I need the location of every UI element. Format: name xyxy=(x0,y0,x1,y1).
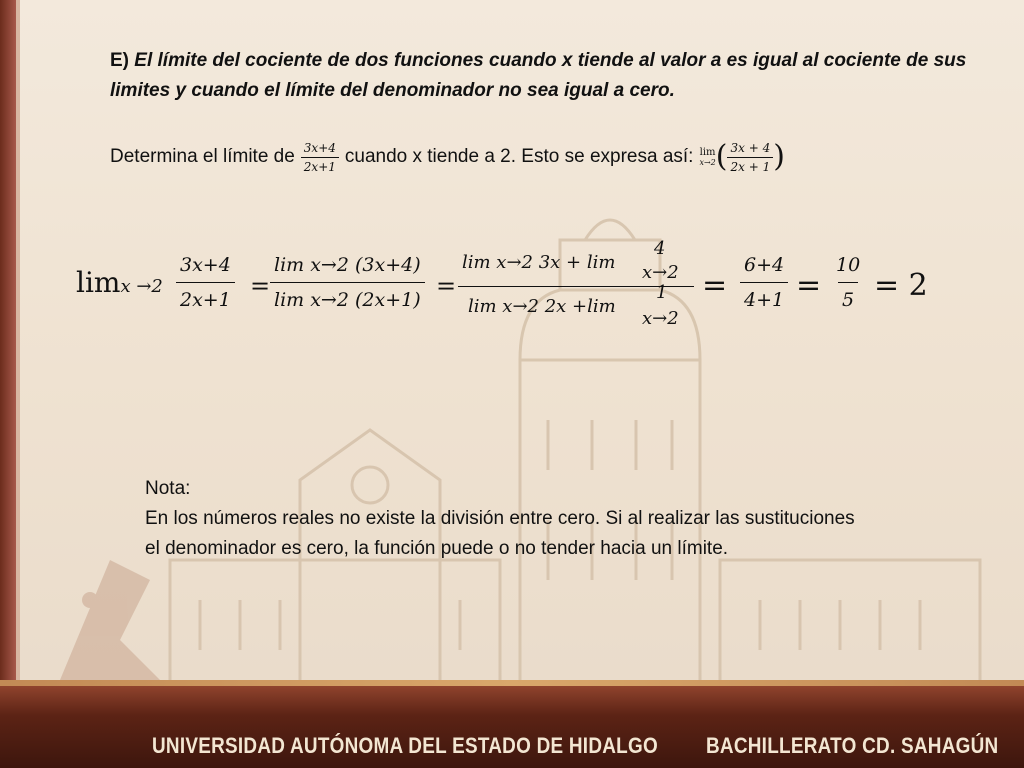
inline-fraction-numerator: 3𝑥+4 xyxy=(303,140,336,155)
fraction-term-limits xyxy=(458,238,698,334)
rule-text: El límite del cociente de dos funciones cuando x tiende al valor a es igual al cociente de sus limites y cuando el límite del denominador no sea igual a cero. xyxy=(110,50,967,101)
fraction-original xyxy=(176,254,235,311)
fraction-limits-split-denominator: lim 𝑥→2 (2𝑥+1) xyxy=(270,282,425,311)
note-body: En los números reales no existe la división entre cero. Si al realizar las sustituciones el denominador es cero, la función puede o no tender hacia un límite. xyxy=(145,508,855,559)
small-lim-word: lim xyxy=(699,147,716,158)
left-paren: ( xyxy=(715,139,728,174)
footer-campus-name: BACHILLERATO CD. SAHAGÚN xyxy=(706,733,999,758)
final-result: = 2 xyxy=(874,268,928,303)
fraction-original-numerator: 3𝑥+4 xyxy=(180,254,231,276)
note-title: Nota: xyxy=(145,478,191,499)
left-frame-border xyxy=(0,0,16,680)
footer-gold-stripe xyxy=(0,680,1024,686)
inline-fraction-denominator: 2𝑥+1 xyxy=(301,157,339,174)
note-block xyxy=(145,474,855,564)
limit-operator xyxy=(76,266,163,299)
fraction-substituted-numerator: 6+4 xyxy=(744,254,785,276)
term-limits-denominator-top: 1 xyxy=(656,282,668,303)
left-frame-inner-line xyxy=(16,0,20,680)
fraction-limits-split xyxy=(270,254,425,311)
small-lim-subscript: 𝑥→2 xyxy=(699,158,716,167)
fraction-original-denominator: 2𝑥+1 xyxy=(176,282,235,311)
limit-expression-denominator: 2𝑥 + 1 xyxy=(727,157,773,174)
term-limits-numerator-left: lim 𝑥→2 3𝑥 + lim xyxy=(462,252,616,273)
term-limits-numerator-subscript: 𝑥→2 xyxy=(642,262,679,283)
rule-letter: E) xyxy=(110,50,129,71)
right-paren: ) xyxy=(773,139,785,174)
fraction-substituted xyxy=(740,254,788,311)
term-limits-numerator-top: 4 xyxy=(654,238,666,259)
term-limits-denominator-left: lim 𝑥→2 2𝑥 +lim xyxy=(468,296,616,317)
limit-expression-numerator: 3𝑥 + 4 xyxy=(730,140,771,155)
limit-rule-paragraph xyxy=(110,46,970,106)
footer-university-name: UNIVERSIDAD AUTÓNOMA DEL ESTADO DE HIDALGO xyxy=(152,733,658,758)
lim-subscript: 𝑥 →2 xyxy=(120,276,163,297)
determine-middle: cuando x tiende a 2. Esto se expresa así: xyxy=(344,146,694,167)
term-limits-denominator-subscript: 𝑥→2 xyxy=(642,308,679,329)
limit-equation xyxy=(70,238,950,334)
fraction-evaluated xyxy=(832,254,864,311)
equals-sign-1: = xyxy=(250,272,271,300)
fraction-substituted-denominator: 4+1 xyxy=(740,282,788,311)
equals-sign-3: = xyxy=(702,268,728,303)
lim-word: lim xyxy=(76,266,121,299)
determine-prefix: Determina el límite de xyxy=(110,146,295,167)
equals-sign-4: = xyxy=(796,268,822,303)
limit-expression-fraction xyxy=(727,141,773,174)
fraction-evaluated-denominator: 5 xyxy=(838,282,858,311)
fraction-limits-split-numerator: lim 𝑥→2 (3𝑥+4) xyxy=(274,254,421,276)
fraction-evaluated-numerator: 10 xyxy=(836,254,861,276)
inline-fraction xyxy=(301,141,339,174)
determine-line xyxy=(110,132,950,182)
small-limit-operator xyxy=(699,147,715,167)
equals-sign-2: = xyxy=(436,272,457,300)
